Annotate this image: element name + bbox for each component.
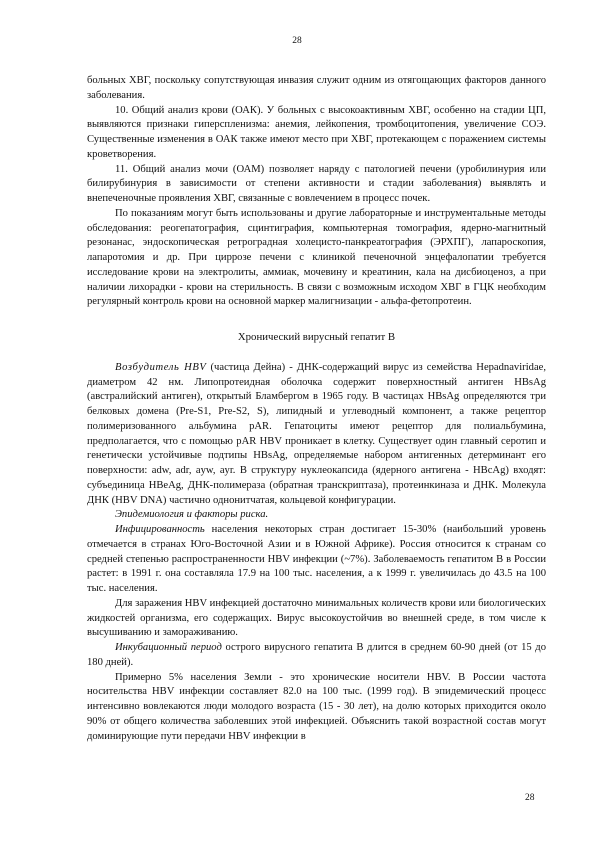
section-heading: Хронический вирусный гепатит В [237,331,396,343]
incubation-term: Инкубационный период [115,642,222,653]
page-number-bottom: 28 [525,793,535,803]
pathogen-term: Возбудитель HBV [115,361,207,373]
paragraph-transmission: Для заражения HBV инфекцией достаточно минимальных количеств крови или биологических жидкостей организма, его содержащих. Вирус высокоустойчив во внешней среде, в том числе к высушиванию и замораживанию. [87,597,546,639]
infection-text: населения некоторых стран достигает 15-30% (наибольший уровень отмечается в странах Юго-Восточной Азии и в Южной Африке). Россия относится к странам со средней степенью распространенности HBV инфекции (~7%). Заболеваемость гепатитом В в России растет: в 1991 г. она составляла 17.9 на 100 тыс. населения, а к 1999 г. увеличилась до 43.5 на 100 тыс. населения. [87,524,546,594]
paragraph-incubation [87,641,546,671]
paragraph-blood-test: 10. Общий анализ крови (ОАК). У больных с высокоактивным ХВГ, особенно на стадии ЦП, выявляются признаки гиперспленизма: анемия, лейкопения, тромбоцитопения, увеличение СОЭ. Существенные изменения в ОАК также имеют место при ХВГ, протекающем с поражением системы кроветворения. [87,104,546,160]
page-number-top: 28 [292,36,302,46]
pathogen-text: (частица Дейна) - ДНК-содержащий вирус из семейства Hepadnaviridae, диаметром 42 нм. Липопротеидная оболочка содержит поверхностный антиген HBsAg (австралийский антиген), открытый Бламбергом в 1965 году. В частицах HBsAg определяются три белковых домена (Pre-S1, Pre-S2, S), липидный и углеводный компонент, а также рецептор полимеризованного альбумина pAR. Гепатоциты имеют рецептор для полиальбумина, предполагается, что с помощью pAR HBV проникает в клетку. Существует один главный серотип и генетически устойчивые подтипы HBsAg, определяемые набором антигенных детерминант его поверхности: adw, adr, ayw, ayr. В структуру нуклеокапсида (ядерного антигена - HBcAg) входят: субъединица HBeAg, ДНК-полимераза (обратная транскриптаза), протеинкиназа и ДНК. Молекула ДНК (HBV DNA) частично однонитчатая, кольцевой конфигурации. [87,361,546,506]
paragraph-pathogen [87,361,546,509]
paragraph-urine-test: 11. Общий анализ мочи (ОАМ) позволяет наряду с патологией печени (уробилинурия или билирубинурия в зависимости от степени активности и стадии заболевания) выявлять и внепеченочные проявления ХВГ, связанные с вовлечением в процесс почек. [87,163,546,204]
subheading-epidemiology: Эпидемиология и факторы риска. [115,509,269,521]
infection-term: Инфицированность [115,524,205,535]
incubation-text: острого вирусного гепатита В длится в среднем 60-90 дней (от 15 до 180 дней). [87,642,546,668]
paragraph-carriers: Примерно 5% населения Земли - это хронические носители HBV. В России частота носительства HBV инфекции составляет 82.0 на 100 тыс. (1999 год). В эпидемический процесс интенсивно вовлекаются люди молодого возраста (15 - 30 лет), на долю которых приходится около 90% от общего количества заболевших этой инфекцией. Объяснить такой возрастной состав могут доминирующие пути передачи HBV инфекции в [87,671,546,742]
paragraph-infection-rate [87,523,546,597]
document-body [87,74,546,744]
paragraph-continuation: больных ХВГ, поскольку сопутствующая инвазия служит одним из отягощающих факторов данного заболевания. [87,75,546,101]
paragraph-other-methods: По показаниям могут быть использованы и другие лабораторные и инструментальные методы обследования: реогепатография, сцинтиграфия, компьютерная томография, ядерно-магнитный резонанас, эндоскопическая ретроградная холецисто-панкреатография (ЭРХПГ), лапароскопия, лапаротомия и др. При циррозе печени с клиникой печеночной энцефалопатии требуется исследование крови на электролиты, аммиак, мочевину и креатинин, кала на дисбиоценоз, а при наличии лихорадки - крови на стерильность. В связи с возможным исходом ХВГ в ГЦК необходим регулярный контроль крови на основной маркер малигнизации - альфа-фетопротеин. [87,207,546,308]
